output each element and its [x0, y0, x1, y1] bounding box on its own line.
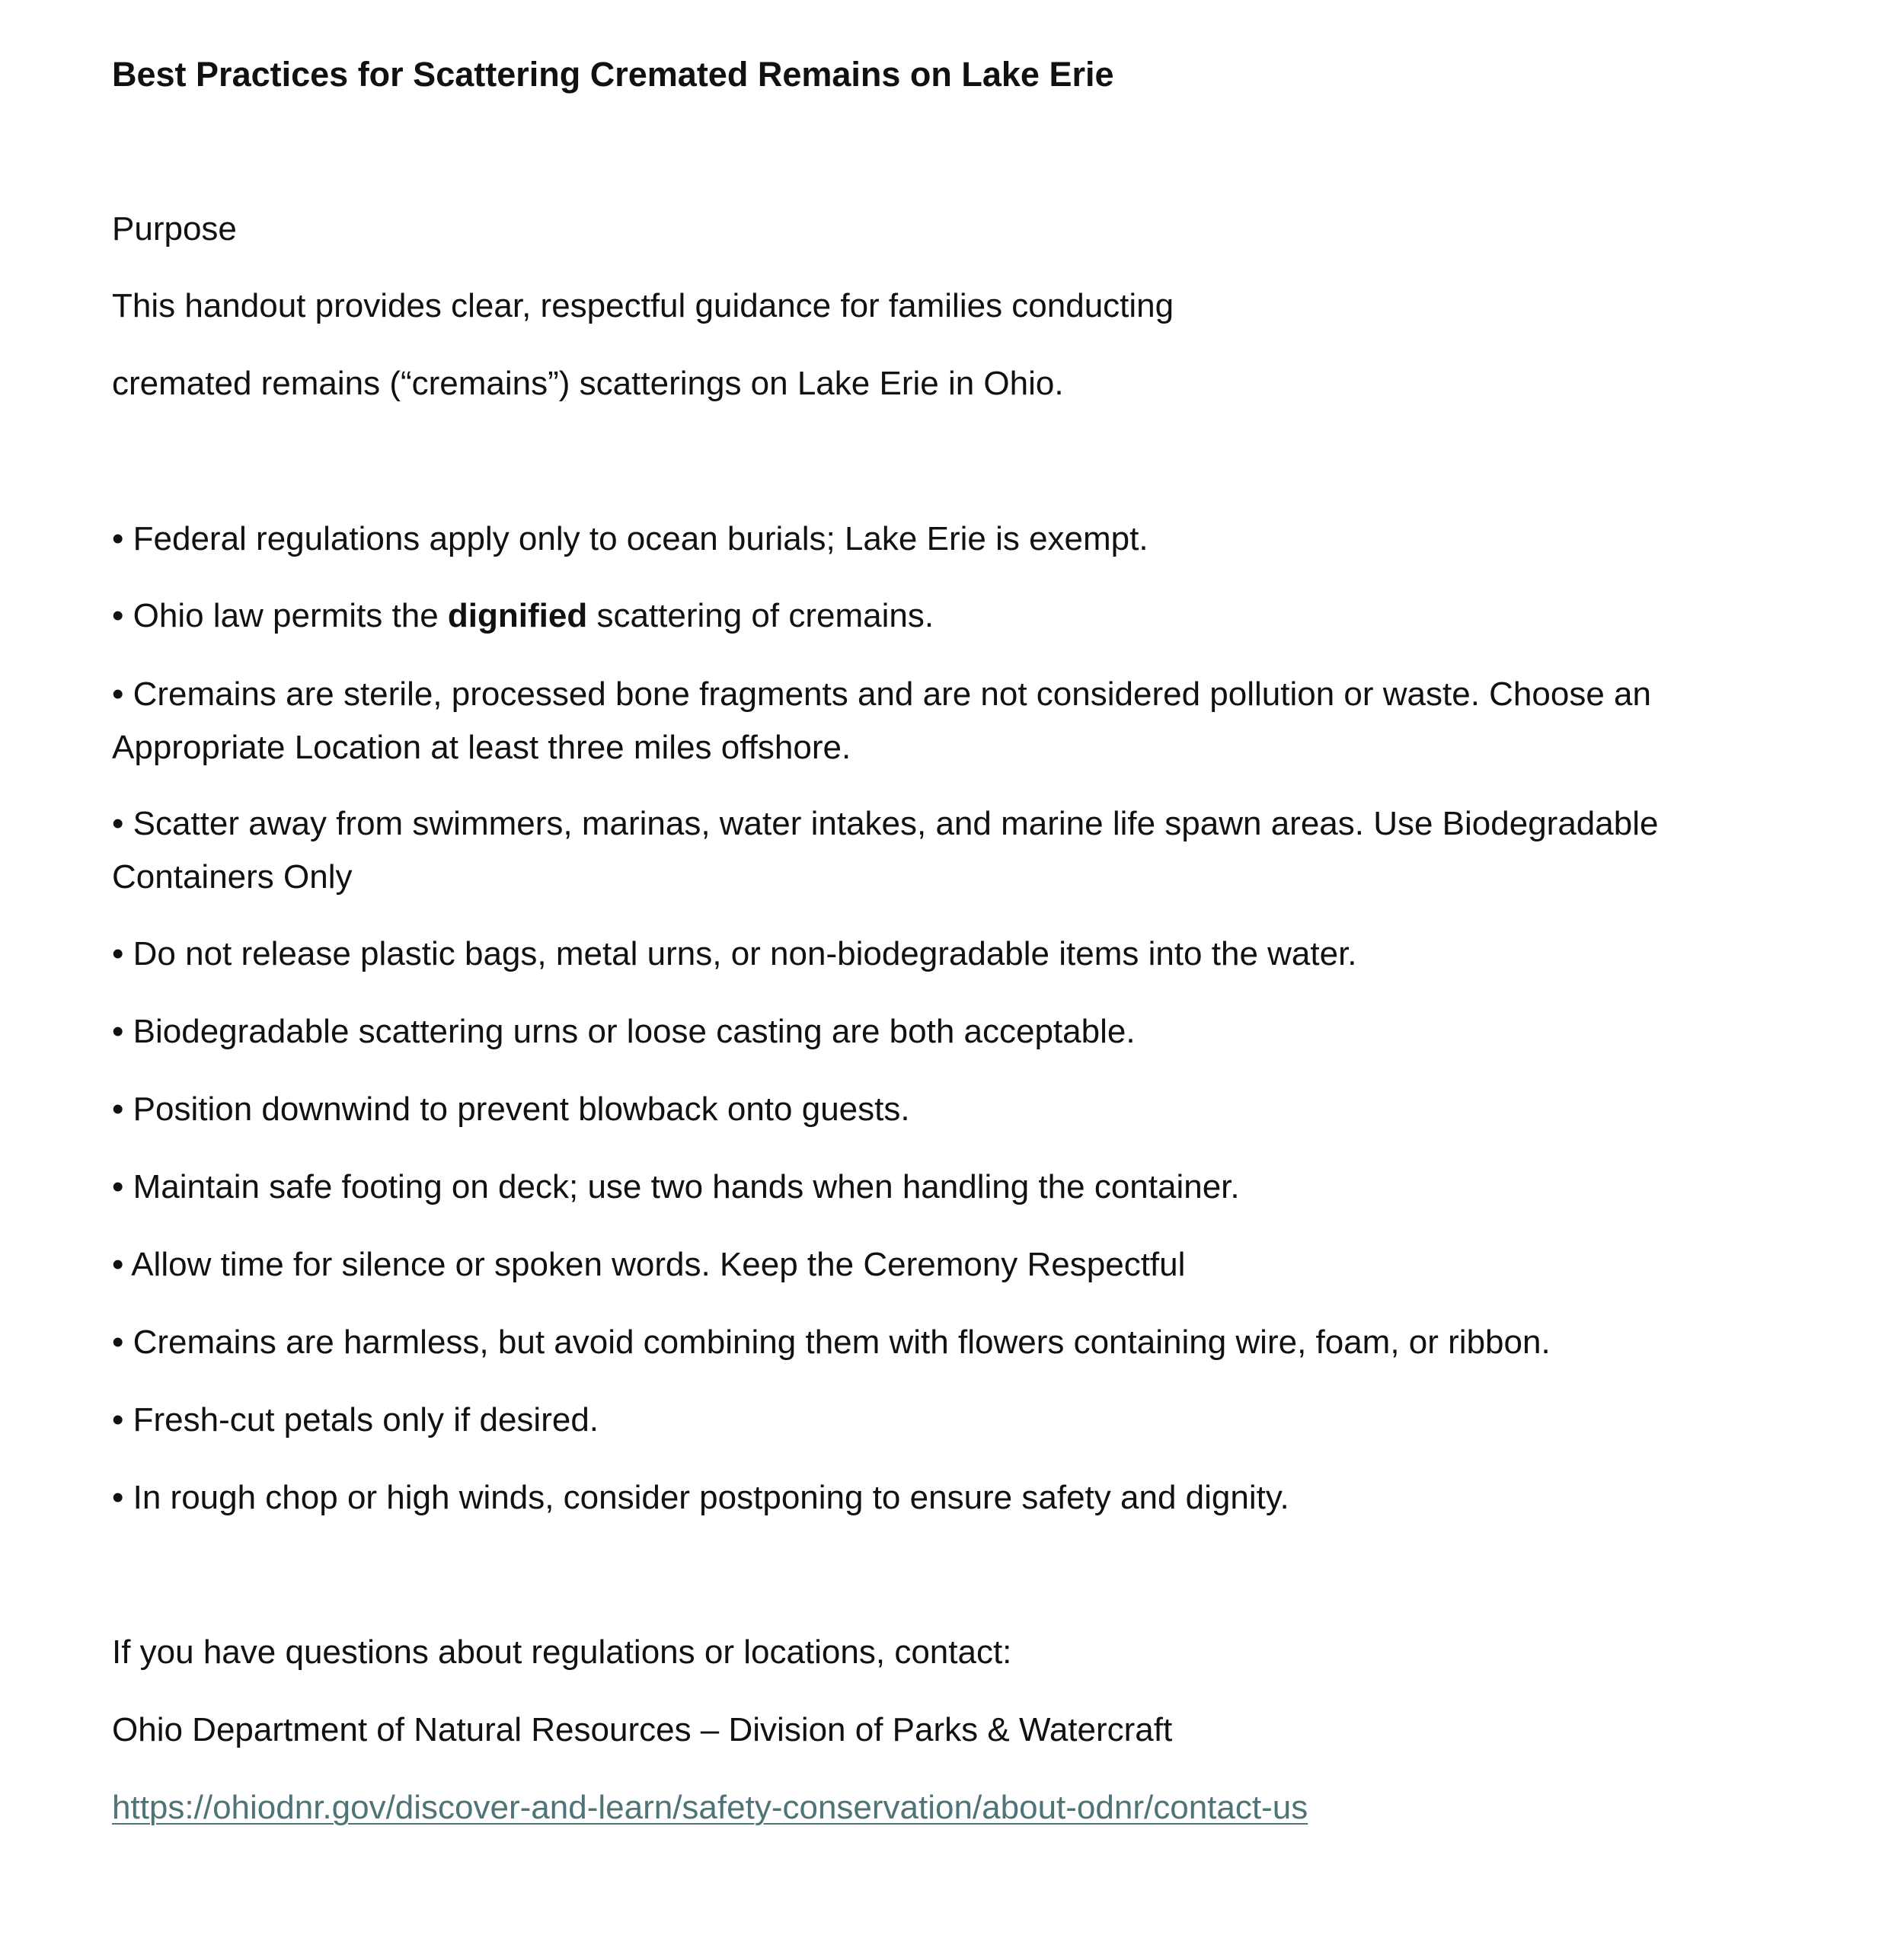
bullet-text-post: scattering of cremains. [587, 597, 934, 634]
bullet-item-scatter-away: • Scatter away from swimmers, marinas, water intakes, and marine life spawn areas. Use Biodegradable Containers Only [112, 805, 1659, 896]
contact-url-link[interactable]: https://ohiodnr.gov/discover-and-learn/safety-conservation/about-odnr/contact-us [112, 1789, 1308, 1826]
purpose-line-1: This handout provides clear, respectful guidance for families conducting [112, 287, 1174, 324]
bullet-item-ohio-law [112, 589, 934, 643]
bullet-text-emphasis: dignified [447, 597, 588, 634]
bullet-item-no-plastic: • Do not release plastic bags, metal urns, or non-biodegradable items into the water. [112, 935, 1357, 972]
bullet-item-safe-footing: • Maintain safe footing on deck; use two hands when handling the container. [112, 1168, 1240, 1205]
bullet-item-flowers: • Cremains are harmless, but avoid combining them with flowers containing wire, foam, or ribbon. [112, 1324, 1551, 1361]
page-title: Best Practices for Scattering Cremated Remains on Lake Erie [112, 55, 1114, 94]
bullet-item-silence: • Allow time for silence or spoken words. Keep the Ceremony Respectful [112, 1246, 1186, 1283]
purpose-heading: Purpose [112, 210, 237, 247]
contact-link-line [112, 1781, 1308, 1834]
bullet-text-pre: • Ohio law permits the [112, 597, 448, 634]
contact-intro: If you have questions about regulations or locations, contact: [112, 1633, 1012, 1671]
purpose-line-2: cremated remains (“cremains”) scatterings on Lake Erie in Ohio. [112, 365, 1064, 402]
contact-organization: Ohio Department of Natural Resources – Division of Parks & Watercraft [112, 1711, 1173, 1748]
bullet-item-fresh-petals: • Fresh-cut petals only if desired. [112, 1401, 599, 1438]
bullet-item-position-downwind: • Position downwind to prevent blowback onto guests. [112, 1090, 910, 1128]
bullet-item-rough-chop: • In rough chop or high winds, consider postponing to ensure safety and dignity. [112, 1479, 1289, 1516]
bullet-item-biodegradable-urns: • Biodegradable scattering urns or loose casting are both acceptable. [112, 1013, 1136, 1050]
bullet-item-federal-regulations: • Federal regulations apply only to ocean burials; Lake Erie is exempt. [112, 520, 1148, 557]
bullet-item-cremains-sterile: • Cremains are sterile, processed bone fragments and are not considered pollution or waste. Choose an Appropriate Location at least three miles offshore. [112, 675, 1651, 766]
